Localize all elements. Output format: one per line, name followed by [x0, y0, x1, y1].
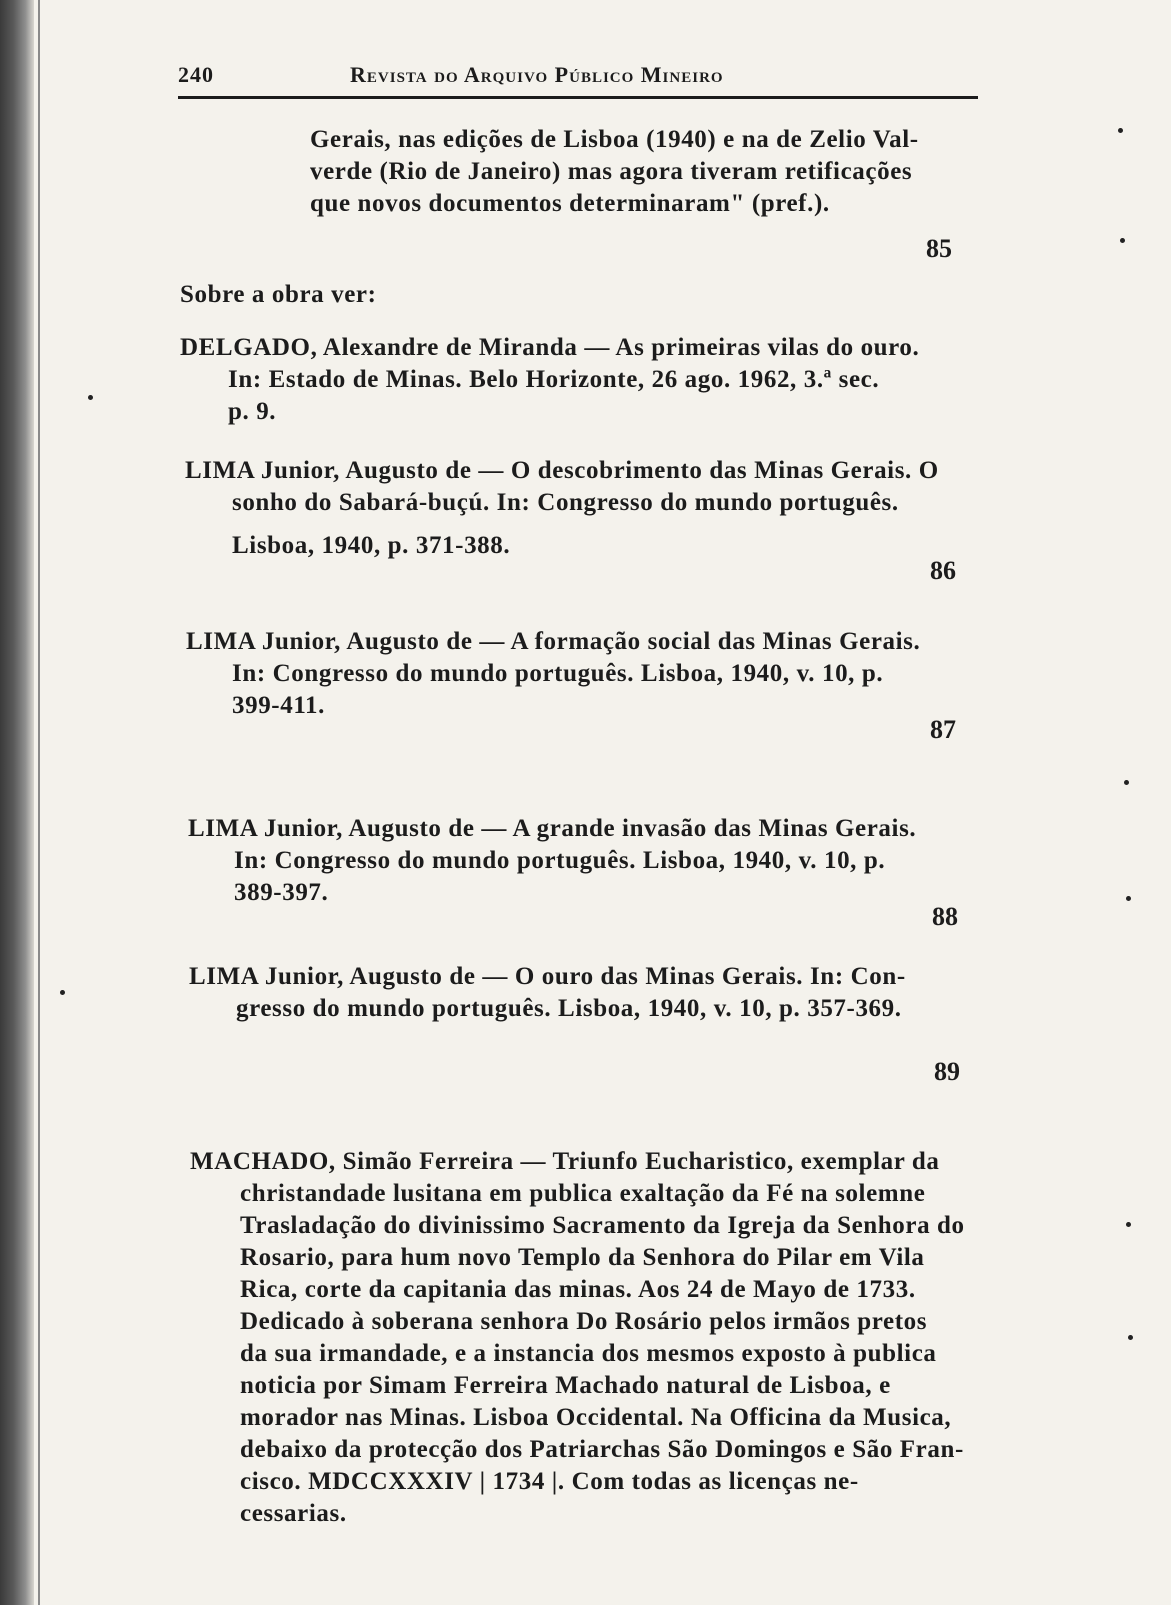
page-gutter-line	[38, 0, 40, 1605]
scan-speck	[1126, 1222, 1131, 1227]
entry-line: LIMA Junior, Augusto de — A grande invasão das Minas Gerais.	[188, 815, 917, 842]
entry-line: In: Estado de Minas. Belo Horizonte, 26 ago. 1962, 3.ª sec.	[228, 366, 880, 393]
entry-line: p. 9.	[228, 398, 277, 425]
intro-line: Gerais, nas edições de Lisboa (1940) e na de Zelio Val-	[310, 126, 919, 153]
entry-line: 399-411.	[232, 692, 325, 719]
entry-line: Rica, corte da capitania das minas. Aos 24 de Mayo de 1733.	[240, 1276, 916, 1303]
entry-line: In: Congresso do mundo português. Lisboa, 1940, v. 10, p.	[234, 847, 886, 874]
entry-line: LIMA Junior, Augusto de — O descobrimento das Minas Gerais. O	[185, 457, 939, 484]
entry-line: LIMA Junior, Augusto de — A formação social das Minas Gerais.	[186, 628, 921, 655]
entry-line: DELGADO, Alexandre de Miranda — As primeiras vilas do ouro.	[180, 334, 920, 361]
entry-line: christandade lusitana em publica exaltação da Fé na solemne	[240, 1180, 926, 1207]
entry-line: Dedicado à soberana senhora Do Rosário pelos irmãos pretos	[240, 1308, 928, 1335]
running-header	[178, 62, 978, 102]
entry-line: da sua irmandade, e a instancia dos mesmos exposto à publica	[240, 1340, 937, 1367]
entry-number: 87	[930, 715, 956, 744]
section-heading: Sobre a obra ver:	[180, 281, 377, 308]
scan-speck	[1118, 128, 1123, 133]
entry-line: cisco. MDCCXXXIV | 1734 |. Com todas as licenças ne-	[240, 1468, 859, 1495]
running-title: Revista do Arquivo Público Mineiro	[350, 62, 724, 87]
entry-number: 89	[934, 1057, 960, 1086]
header-rule	[178, 96, 978, 99]
entry-line: gresso do mundo português. Lisboa, 1940, v. 10, p. 357-369.	[236, 995, 902, 1022]
scan-speck	[60, 990, 65, 995]
entry-line: debaixo da protecção dos Patriarchas São Domingos e São Fran-	[240, 1436, 964, 1463]
entry-number: 85	[926, 234, 952, 263]
entry-number: 88	[932, 902, 958, 931]
scan-speck	[88, 395, 93, 400]
page-number: 240	[178, 62, 214, 87]
scan-speck	[1124, 780, 1129, 785]
entry-line: sonho do Sabará-buçú. In: Congresso do mundo português.	[232, 489, 899, 516]
scan-speck	[1128, 1335, 1133, 1340]
entry-line: cessarias.	[240, 1500, 347, 1527]
entry-line: morador nas Minas. Lisboa Occidental. Na Officina da Musica,	[240, 1404, 952, 1431]
entry-line: noticia por Simam Ferreira Machado natural de Lisboa, e	[240, 1372, 891, 1399]
entry-line: Trasladação do divinissimo Sacramento da Igreja da Senhora do	[240, 1212, 965, 1239]
entry-number: 86	[930, 556, 956, 585]
scan-speck	[1126, 896, 1131, 901]
book-binding-edge	[0, 0, 34, 1605]
scan-speck	[1120, 238, 1125, 243]
entry-line: 389-397.	[234, 879, 329, 906]
entry-line: Rosario, para hum novo Templo da Senhora do Pilar em Vila	[240, 1244, 925, 1271]
entry-line: MACHADO, Simão Ferreira — Triunfo Eucharistico, exemplar da	[190, 1148, 940, 1175]
entry-line: In: Congresso do mundo português. Lisboa, 1940, v. 10, p.	[232, 660, 884, 687]
intro-line: que novos documentos determinaram" (pref.).	[310, 190, 830, 217]
entry-line: LIMA Junior, Augusto de — O ouro das Minas Gerais. In: Con-	[189, 963, 906, 990]
intro-line: verde (Rio de Janeiro) mas agora tiveram retificações	[310, 158, 913, 185]
entry-line: Lisboa, 1940, p. 371-388.	[232, 532, 511, 559]
